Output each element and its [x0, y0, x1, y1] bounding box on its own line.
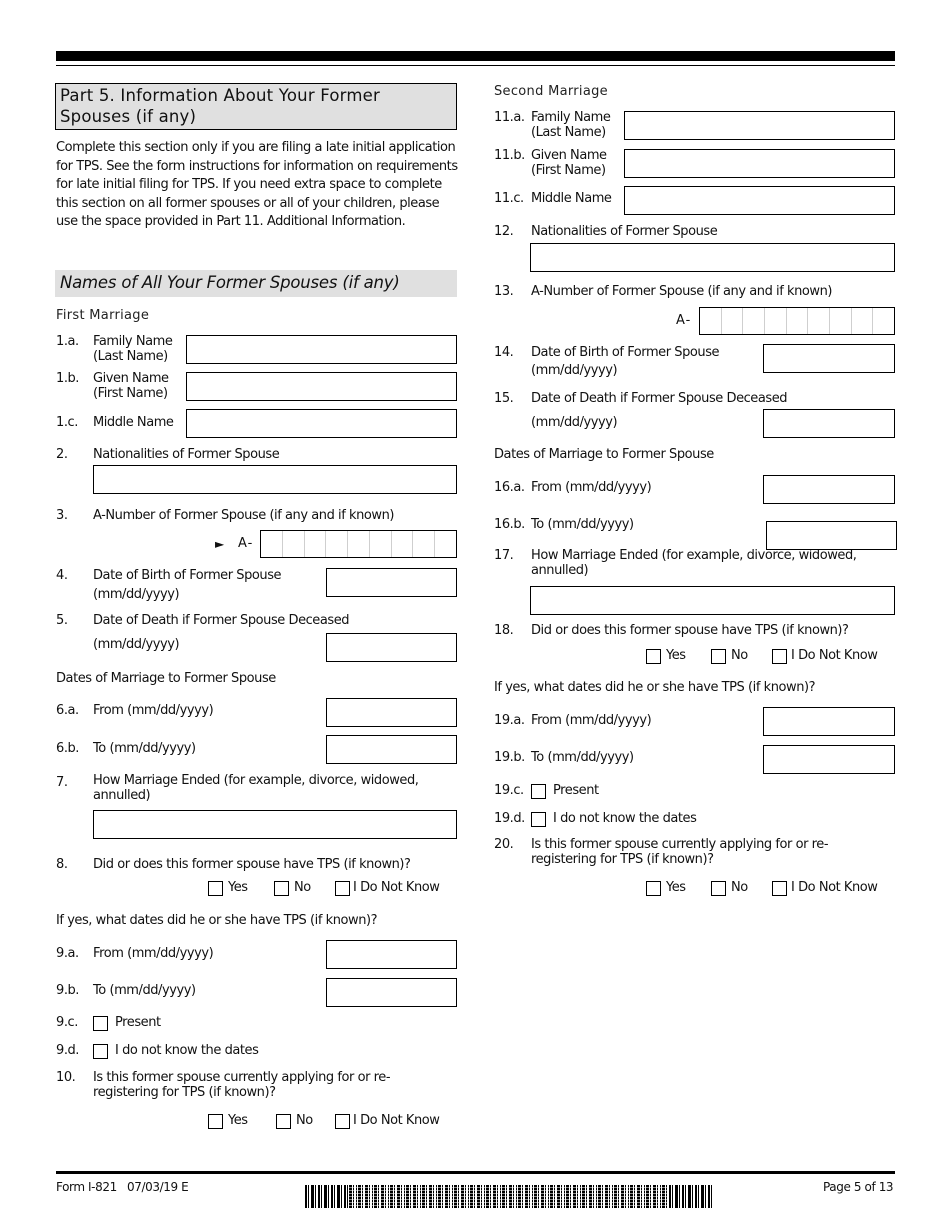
second-spouse-tps-no-checkbox[interactable]: [711, 649, 726, 664]
header-thin-rule: [56, 65, 895, 66]
first-spouse-tps-no-checkbox[interactable]: [274, 881, 289, 896]
family-name-sublabel: (Last Name): [93, 349, 168, 364]
item-number: 1.a.: [56, 334, 79, 349]
middle-name-label: Middle Name: [93, 415, 174, 430]
arrow-right-icon: ►: [215, 537, 225, 551]
second-spouse-nationalities-input[interactable]: [530, 243, 895, 272]
a-number-prefix: A-: [676, 313, 692, 328]
item-number: 10.: [56, 1070, 76, 1085]
marriage-from-label: From (mm/dd/yyyy): [93, 703, 214, 718]
family-name-label: Family Name: [93, 334, 173, 349]
not-know-dates-label: I do not know the dates: [115, 1043, 259, 1058]
first-spouse-nationalities-input[interactable]: [93, 465, 457, 494]
dob-label: Date of Birth of Former Spouse: [93, 568, 282, 583]
a-number-label: A-Number of Former Spouse (if any and if known): [531, 284, 832, 299]
second-spouse-tps-idnk-checkbox[interactable]: [772, 649, 787, 664]
page-number: Page 5 of 13: [823, 1180, 894, 1194]
marriage-to-label: To (mm/dd/yyyy): [93, 741, 196, 756]
tps-to-label: To (mm/dd/yyyy): [531, 750, 634, 765]
a-number-prefix: A-: [238, 536, 254, 551]
item-number: 8.: [56, 857, 68, 872]
dod-label: Date of Death if Former Spouse Deceased: [93, 613, 350, 628]
item-number: 9.c.: [56, 1015, 78, 1030]
item-number: 19.c.: [494, 783, 524, 798]
first-spouse-dod-input[interactable]: [326, 633, 457, 662]
second-spouse-present-checkbox[interactable]: [531, 784, 546, 799]
date-format-hint: (mm/dd/yyyy): [93, 587, 180, 602]
second-spouse-tps-to-input[interactable]: [763, 745, 895, 774]
how-ended-label: How Marriage Ended (for example, divorce, widowed, annulled): [531, 548, 857, 578]
item-number: 4.: [56, 568, 68, 583]
second-spouse-how-ended-input[interactable]: [530, 586, 895, 615]
item-number: 3.: [56, 508, 68, 523]
no-label: No: [296, 1113, 313, 1128]
family-name-sublabel: (Last Name): [531, 125, 606, 140]
had-tps-label: Did or does this former spouse have TPS (if known)?: [531, 623, 849, 638]
item-number: 6.b.: [56, 741, 79, 756]
yes-label: Yes: [666, 648, 686, 663]
footer-rule: [56, 1171, 895, 1174]
item-number: 19.a.: [494, 713, 525, 728]
marriage-from-label: From (mm/dd/yyyy): [531, 480, 652, 495]
first-spouse-how-ended-input[interactable]: [93, 810, 457, 839]
middle-name-label: Middle Name: [531, 191, 612, 206]
present-label: Present: [115, 1015, 161, 1030]
given-name-sublabel: (First Name): [93, 386, 168, 401]
item-number: 1.c.: [56, 415, 78, 430]
first-spouse-applying-no-checkbox[interactable]: [276, 1114, 291, 1129]
if-yes-dates-label: If yes, what dates did he or she have TPS (if known)?: [494, 680, 816, 695]
first-spouse-a-number-input[interactable]: [260, 530, 457, 558]
no-label: No: [731, 880, 748, 895]
item-number: 19.d.: [494, 811, 525, 826]
item-number: 17.: [494, 548, 514, 563]
item-number: 11.b.: [494, 148, 525, 163]
second-spouse-family-name-input[interactable]: [624, 111, 895, 140]
second-spouse-applying-no-checkbox[interactable]: [711, 881, 726, 896]
second-spouse-middle-name-input[interactable]: [624, 186, 895, 215]
item-number: 6.a.: [56, 703, 79, 718]
item-number: 9.b.: [56, 983, 79, 998]
first-spouse-middle-name-input[interactable]: [186, 409, 457, 438]
item-number: 7.: [56, 775, 68, 790]
second-spouse-applying-idnk-checkbox[interactable]: [772, 881, 787, 896]
form-identifier: Form I-821 07/03/19 E: [56, 1180, 189, 1194]
date-format-hint: (mm/dd/yyyy): [531, 415, 618, 430]
first-spouse-applying-yes-checkbox[interactable]: [208, 1114, 223, 1129]
second-spouse-given-name-input[interactable]: [624, 149, 895, 178]
currently-applying-label: Is this former spouse currently applying for or re-registering for TPS (if known)?: [531, 837, 829, 867]
how-ended-label: How Marriage Ended (for example, divorce, widowed, annulled): [93, 773, 419, 803]
barcode-icon: [305, 1185, 713, 1208]
given-name-label: Given Name: [93, 371, 169, 386]
nationalities-label: Nationalities of Former Spouse: [531, 224, 718, 239]
item-number: 9.d.: [56, 1043, 79, 1058]
dod-label: Date of Death if Former Spouse Deceased: [531, 391, 788, 406]
no-label: No: [731, 648, 748, 663]
dates-of-marriage-label: Dates of Marriage to Former Spouse: [56, 671, 276, 686]
item-number: 9.a.: [56, 946, 79, 961]
first-spouse-tps-from-input[interactable]: [326, 940, 457, 969]
part-5-instructions: Complete this section only if you are filing a late initial application for TPS. See the form instructions for information on requirements for late initial filing for TPS. If you need extra space to complete this section on all former spouses or all of your children, please use the space provided in Part 11. Additional Information.: [56, 140, 458, 229]
item-number: 13.: [494, 284, 514, 299]
if-yes-dates-label: If yes, what dates did he or she have TPS (if known)?: [56, 913, 378, 928]
no-label: No: [294, 880, 311, 895]
given-name-label: Given Name: [531, 148, 607, 163]
tps-from-label: From (mm/dd/yyyy): [531, 713, 652, 728]
first-spouse-marriage-from-input[interactable]: [326, 698, 457, 727]
first-spouse-given-name-input[interactable]: [186, 372, 457, 401]
first-spouse-tps-idnk-checkbox[interactable]: [335, 881, 350, 896]
item-number: 15.: [494, 391, 514, 406]
second-spouse-marriage-to-input[interactable]: [766, 521, 897, 550]
idnk-label: I Do Not Know: [791, 880, 878, 895]
item-number: 11.c.: [494, 191, 524, 206]
yes-label: Yes: [228, 1113, 248, 1128]
tps-to-label: To (mm/dd/yyyy): [93, 983, 196, 998]
given-name-sublabel: (First Name): [531, 163, 606, 178]
first-marriage-heading: First Marriage: [56, 308, 150, 323]
item-number: 14.: [494, 345, 514, 360]
first-spouse-marriage-to-input[interactable]: [326, 735, 457, 764]
idnk-label: I Do Not Know: [353, 880, 440, 895]
first-spouse-tps-to-input[interactable]: [326, 978, 457, 1007]
date-format-hint: (mm/dd/yyyy): [93, 637, 180, 652]
second-spouse-not-know-dates-checkbox[interactable]: [531, 812, 546, 827]
first-spouse-present-checkbox[interactable]: [93, 1016, 108, 1031]
currently-applying-label: Is this former spouse currently applying for or re-registering for TPS (if known)?: [93, 1070, 391, 1100]
item-number: 11.a.: [494, 110, 525, 125]
yes-label: Yes: [666, 880, 686, 895]
had-tps-label: Did or does this former spouse have TPS (if known)?: [93, 857, 411, 872]
item-number: 2.: [56, 447, 68, 462]
idnk-label: I Do Not Know: [353, 1113, 440, 1128]
second-spouse-applying-yes-checkbox[interactable]: [646, 881, 661, 896]
first-spouse-applying-idnk-checkbox[interactable]: [335, 1114, 350, 1129]
not-know-dates-label: I do not know the dates: [553, 811, 697, 826]
date-format-hint: (mm/dd/yyyy): [531, 363, 618, 378]
second-spouse-a-number-input[interactable]: [699, 307, 895, 335]
item-number: 1.b.: [56, 371, 79, 386]
first-spouse-not-know-dates-checkbox[interactable]: [93, 1044, 108, 1059]
dates-of-marriage-label: Dates of Marriage to Former Spouse: [494, 447, 714, 462]
first-spouse-tps-yes-checkbox[interactable]: [208, 881, 223, 896]
part-5-heading: Part 5. Information About Your Former Spouses (if any): [55, 83, 457, 130]
item-number: 19.b.: [494, 750, 525, 765]
idnk-label: I Do Not Know: [791, 648, 878, 663]
header-thick-rule: [56, 51, 895, 61]
second-spouse-marriage-from-input[interactable]: [763, 475, 895, 504]
nationalities-label: Nationalities of Former Spouse: [93, 447, 280, 462]
item-number: 18.: [494, 623, 514, 638]
present-label: Present: [553, 783, 599, 798]
first-spouse-family-name-input[interactable]: [186, 335, 457, 364]
first-spouse-dob-input[interactable]: [326, 568, 457, 597]
item-number: 12.: [494, 224, 514, 239]
item-number: 16.a.: [494, 480, 525, 495]
second-spouse-tps-from-input[interactable]: [763, 707, 895, 736]
second-marriage-heading: Second Marriage: [494, 84, 608, 99]
a-number-label: A-Number of Former Spouse (if any and if known): [93, 508, 394, 523]
tps-from-label: From (mm/dd/yyyy): [93, 946, 214, 961]
second-spouse-tps-yes-checkbox[interactable]: [646, 649, 661, 664]
item-number: 5.: [56, 613, 68, 628]
family-name-label: Family Name: [531, 110, 611, 125]
section-heading-former-spouses: Names of All Your Former Spouses (if any): [55, 270, 457, 297]
marriage-to-label: To (mm/dd/yyyy): [531, 517, 634, 532]
item-number: 20.: [494, 837, 514, 852]
item-number: 16.b.: [494, 517, 525, 532]
dob-label: Date of Birth of Former Spouse: [531, 345, 720, 360]
second-spouse-dob-input[interactable]: [763, 344, 895, 373]
yes-label: Yes: [228, 880, 248, 895]
second-spouse-dod-input[interactable]: [763, 409, 895, 438]
